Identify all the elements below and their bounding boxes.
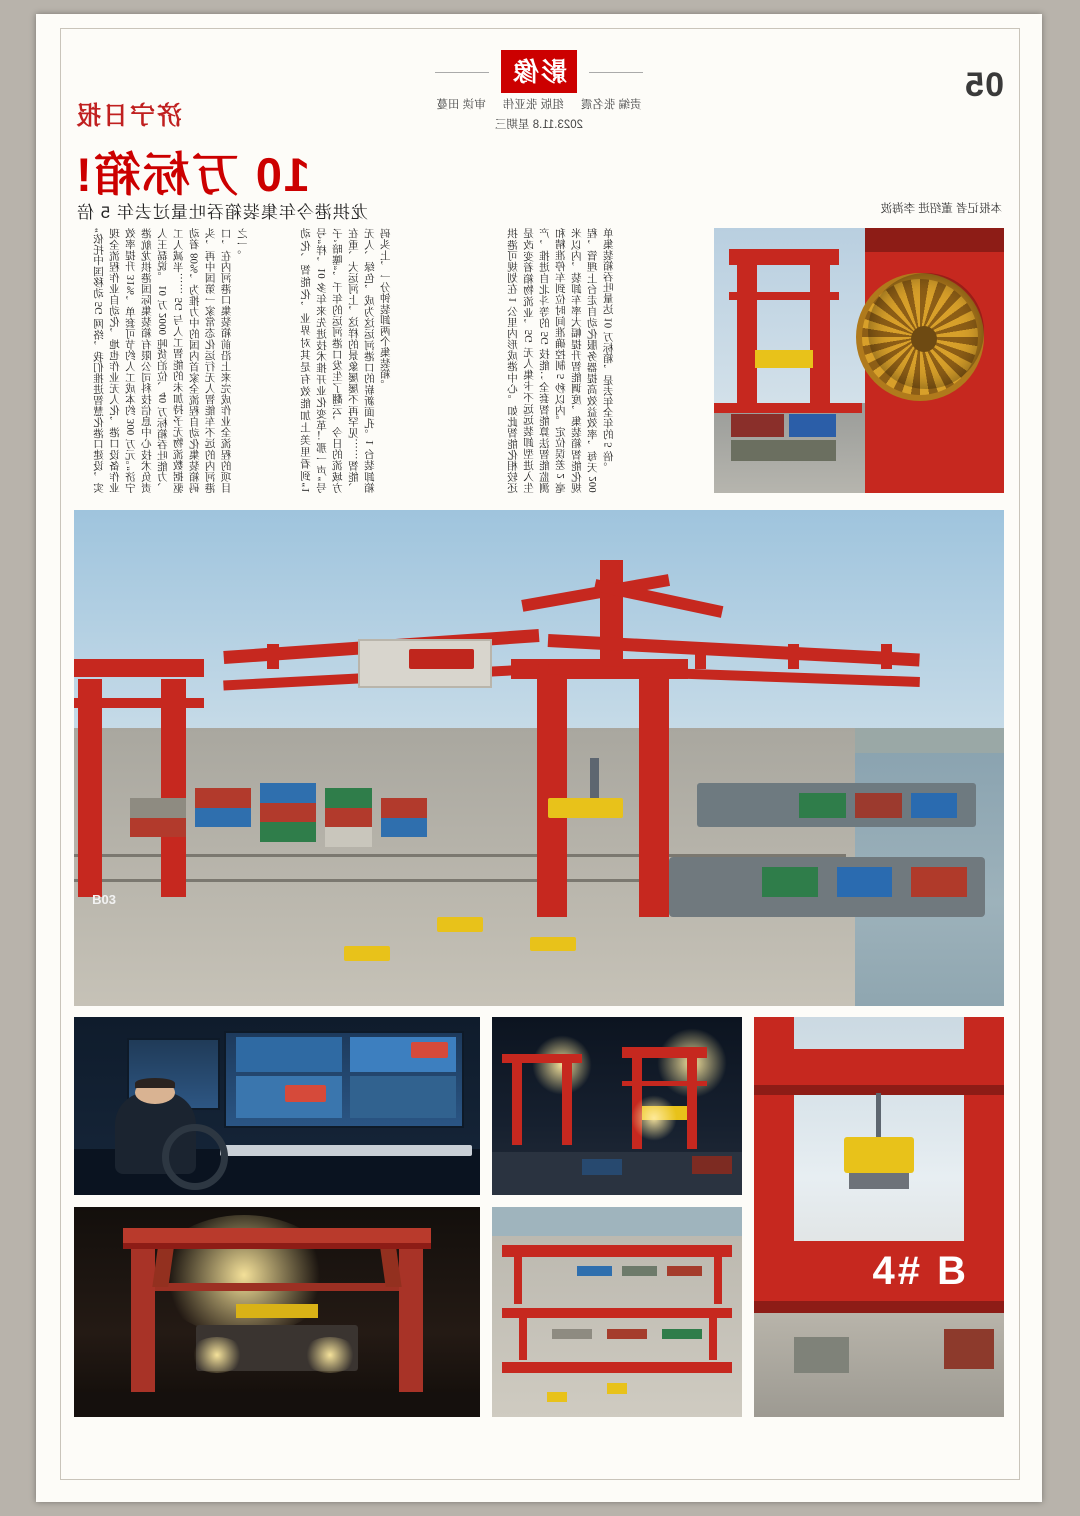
gantry-number-plate: 4# B — [872, 1249, 969, 1293]
newspaper-sheet — [36, 14, 1042, 1502]
page-content — [74, 44, 1004, 1469]
editor-2: 组版 张亚伟 — [502, 99, 564, 111]
article-headline: 10 万标箱! — [74, 148, 310, 201]
article-column-2: 动化、智能化，业界对其是有效能加上美里看到“1 号”样，10 多年来先进技术推开业化变革！那一声“号子’暗噻”，千年的运河港口发生了翻云，今日的流域方在重、大运河上，这样的景象屡屡不再罕见……智能、无人、绿色，成为这运河港口的崭新面孔。1 台装卸箱码头上，一分钟装卸两个集装箱。 — [301, 228, 392, 493]
rule-right — [435, 72, 489, 73]
main-gantry-crane-panorama — [74, 510, 1004, 1006]
editor-1: 责编 张名震 — [580, 99, 642, 111]
article-text-columns — [92, 228, 700, 498]
control-room-operator-photo — [74, 1017, 480, 1195]
newspaper-name: 济宁日报 — [74, 103, 183, 130]
crane-number-plate: B03 — [92, 891, 117, 907]
agv-truck-night-photo — [74, 1207, 480, 1417]
cable-reel-crane-photo — [714, 228, 1004, 493]
issue-date: 2023.11.8 星期三 — [494, 119, 584, 131]
container-yard-aerial-photo — [492, 1207, 742, 1417]
masthead — [74, 44, 1004, 136]
headline-zone — [74, 136, 1004, 228]
top-row — [74, 228, 1004, 498]
gantry-underside-photo — [754, 1017, 1004, 1417]
article-credit: 本报记者 董绍进 李海波 — [880, 203, 1002, 215]
page-number: 05 — [964, 66, 1004, 104]
rule-left — [589, 72, 643, 73]
article-column-1: “依托中国移动 5G 网络，我们推进智慧化港口建设，实现全流程作业自动化，地也作业无人化，港口设备作业效率提升 31%，单套可节约人工成本约 300 万元。”济宁港航龙拱港国际集装箱有限公司科技信息中心技术负责人王磊说。 10 万 2000 吨货泊位、40 万标箱吞吐能力、工人减半…… 5G 与人工智能的未加持予无物流数据驱动着 80%，为推力中的国内首家全流程自动化集装箱码头，再中国第一家常态化运行无人智能车不远的内河港口，在内河港口集装箱前沿上来完成作业全流程的项目之一。 — [94, 228, 249, 493]
section-title — [501, 50, 577, 93]
article-column-3: 拱港可规划在 1 公里内形成港中心。如此智能化相较还是改变着箱物流业，5G 无人集卡不远远装卸型进入生产，推进自北斗等的 5G 技能；全套智能算法智能监测和精准停车到位时间准确控制 5 秒以内。定位误差 2 毫米以内，装卸车率大幅提升智能调度，集装箱智能化规程，管理上台走自动化服务器提高效益效率，每天 200 单集装箱吞吐量达 10 万标箱，是去年全年的 5 倍。 — [508, 228, 615, 493]
editor-byline — [429, 96, 648, 112]
night-crane-photo — [492, 1017, 742, 1195]
section-name: 影像 — [501, 50, 577, 93]
article-subhead: 龙拱港今年集装箱吞吐量过去年 5 倍 — [76, 203, 368, 222]
photo-grid — [74, 1017, 1004, 1417]
editor-3: 审读 田蔓 — [436, 99, 486, 111]
